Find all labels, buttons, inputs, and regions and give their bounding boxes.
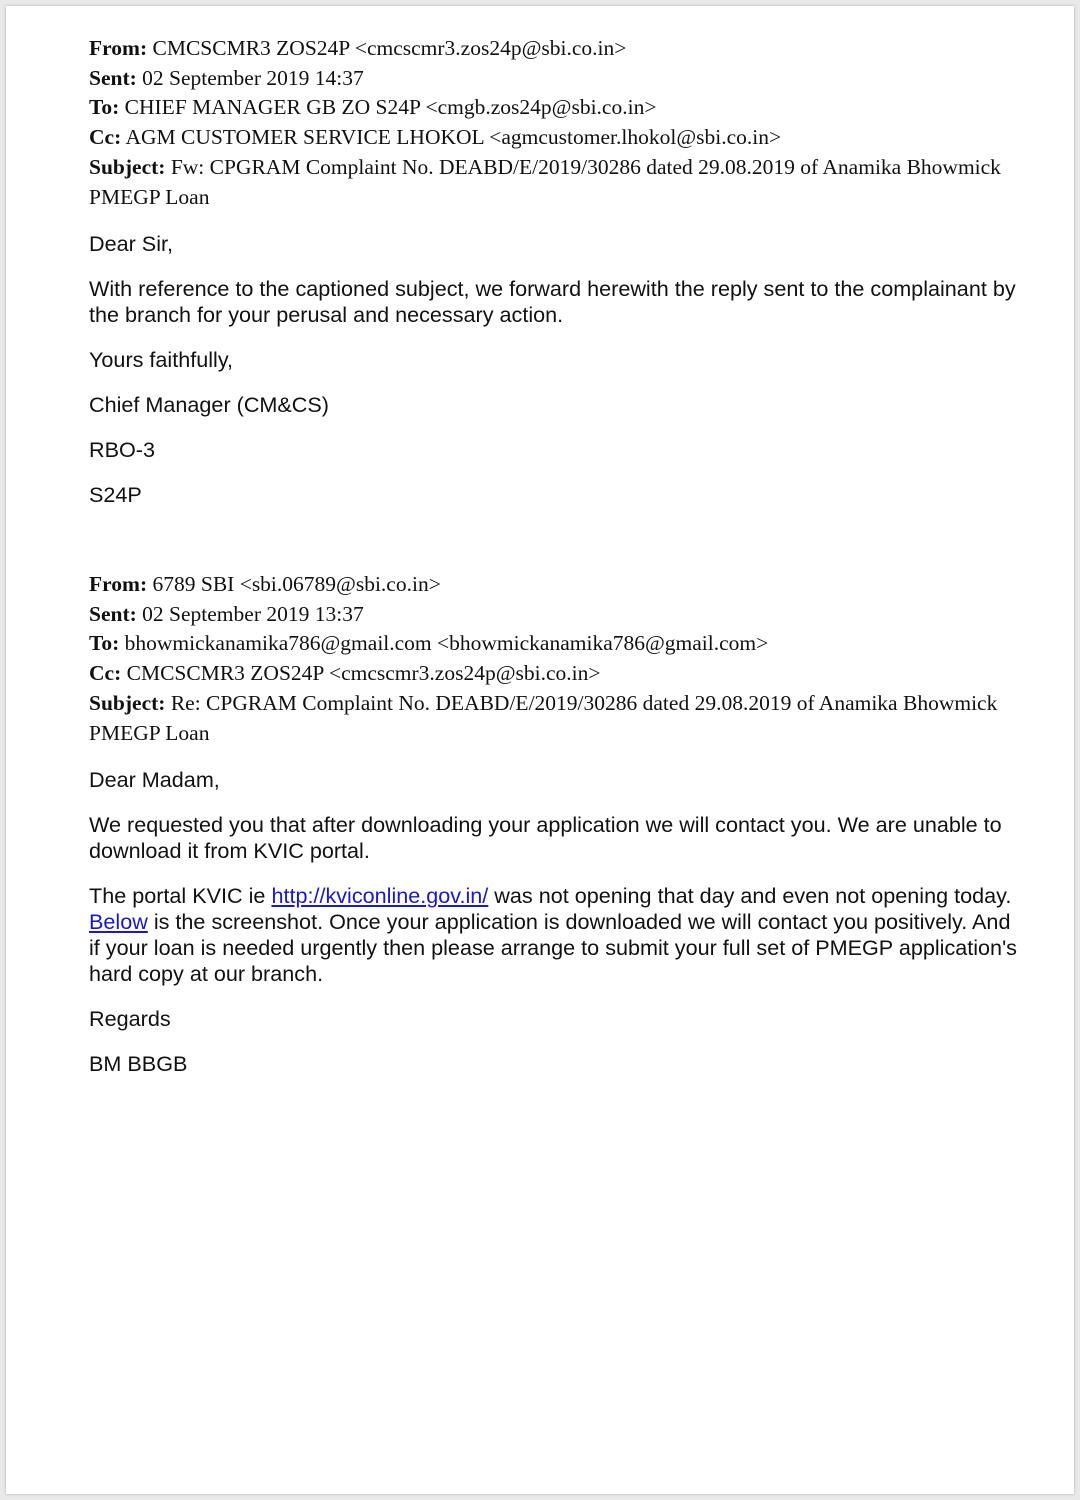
sent-label: Sent: xyxy=(89,65,137,90)
subject-value: Fw: CPGRAM Complaint No. DEABD/E/2019/30286 dated 29.08.2019 of Anamika Bhowmick PMEGP Loan xyxy=(89,154,1001,209)
signature-title: Chief Manager (CM&CS) xyxy=(89,392,329,418)
cc-value: CMCSCMR3 ZOS24P <cmcscmr3.zos24p@sbi.co.in> xyxy=(126,661,601,686)
subject-label: Subject: xyxy=(89,690,166,715)
from-value: 6789 SBI <sbi.06789@sbi.co.in> xyxy=(152,572,441,596)
sent-value: 02 September 2019 13:37 xyxy=(142,601,364,626)
kvic-portal-link[interactable]: http://kviconline.gov.in/ xyxy=(271,883,489,909)
to-value: CHIEF MANAGER GB ZO S24P <cmgb.zos24p@sbi.co.in> xyxy=(124,95,657,120)
signature: BM BBGB xyxy=(89,1051,188,1077)
cc-line xyxy=(89,123,1019,153)
body-paragraph-1: We requested you that after downloading your application we will contact you. We are unable to download it from KVIC portal. xyxy=(89,812,1002,864)
subject-line xyxy=(89,153,1019,212)
signature-office: RBO-3 xyxy=(89,437,155,463)
cc-line xyxy=(89,659,1019,689)
from-label: From: xyxy=(89,36,148,60)
paragraph-text-part-1: The portal KVIC ie xyxy=(89,883,272,909)
body-paragraph: With reference to the captioned subject, we forward herewith the reply sent to the complainant by the branch for your perusal and necessary action. xyxy=(89,276,1016,328)
from-line xyxy=(89,34,1019,64)
from-value: CMCSCMR3 ZOS24P <cmcscmr3.zos24p@sbi.co.in> xyxy=(152,36,627,60)
subject-value: Re: CPGRAM Complaint No. DEABD/E/2019/30286 dated 29.08.2019 of Anamika Bhowmick PMEGP Loan xyxy=(89,690,998,745)
greeting: Dear Sir, xyxy=(89,231,174,257)
subject-line xyxy=(89,689,1019,748)
closing: Regards xyxy=(89,1006,171,1032)
cc-value: AGM CUSTOMER SERVICE LHOKOL <agmcustomer.lhokol@sbi.co.in> xyxy=(125,125,782,150)
email-body xyxy=(89,231,1019,508)
closing: Yours faithfully, xyxy=(89,347,234,373)
sent-value: 02 September 2019 14:37 xyxy=(142,65,364,90)
screenshot-link[interactable]: Below xyxy=(89,909,148,935)
to-line xyxy=(89,629,1019,659)
email-body xyxy=(89,767,1019,1077)
paragraph-text-part-2: was not opening that day and even not opening today. xyxy=(488,883,1012,909)
to-line xyxy=(89,93,1019,123)
sent-line xyxy=(89,600,1019,630)
to-label: To: xyxy=(89,95,120,120)
email-header xyxy=(89,34,1019,212)
greeting: Dear Madam, xyxy=(89,767,220,793)
from-label: From: xyxy=(89,572,148,596)
cc-label: Cc: xyxy=(89,125,122,150)
from-line xyxy=(89,570,1019,600)
forwarded-email xyxy=(89,34,1019,508)
document-page xyxy=(6,6,1074,1494)
original-email xyxy=(89,570,1019,1077)
to-label: To: xyxy=(89,631,120,656)
subject-label: Subject: xyxy=(89,154,166,179)
sent-line xyxy=(89,64,1019,94)
signature-code: S24P xyxy=(89,482,142,508)
email-header xyxy=(89,570,1019,748)
paragraph-text-part-3: is the screenshot. Once your application is downloaded we will contact you positively. And if your loan is needed urgently then please arrange to submit your full set of PMEGP application's hard copy at our branch. xyxy=(89,909,1017,987)
body-paragraph-2 xyxy=(89,883,1019,987)
cc-label: Cc: xyxy=(89,661,122,686)
to-value: bhowmickanamika786@gmail.com <bhowmickanamika786@gmail.com> xyxy=(124,631,769,656)
sent-label: Sent: xyxy=(89,601,137,626)
